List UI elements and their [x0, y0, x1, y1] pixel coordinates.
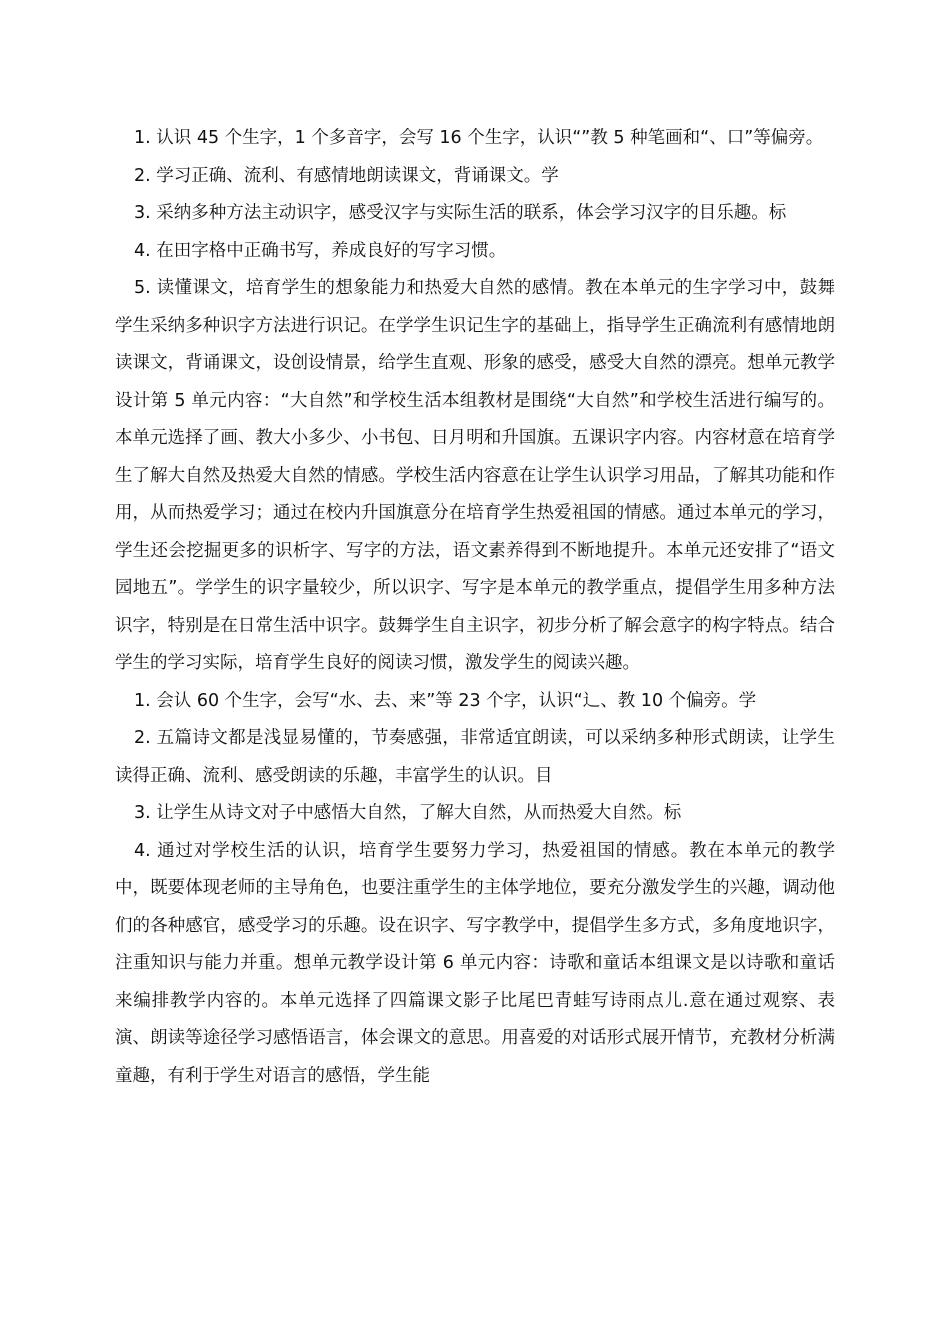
paragraph-2: 2. 学习正确、流利、有感情地朗读课文，背诵课文。学	[134, 165, 559, 186]
paragraph-9: 4. 通过对学校生活的认识，培育学生要努力学习，热爱祖国的情感。教在本单元的教学中，既要体现老师的主导角色，也要注重学生的主体学地位，要充分激发学生的兴趣，调动他们的各种感官，感受学习的乐趣。设在识字、写字教学中，提倡学生多方式，多角度地识字，注重知识与能力并重。想单元教学设计第 6 单元内容：诗歌和童话本组课文是以诗歌和童话来编排教学内容的。本单元选择了四篇课文影子比尾巴青蛙写诗雨点儿.意在通过观察、表演、朗读等途径学习感悟语言，体会课文的意思。用喜爱的对话形式展开情节，充教材分析满童趣，有利于学生对语言的感悟，学生能	[115, 840, 835, 1086]
paragraph-4: 4. 在田字格中正确书写，养成良好的写字习惯。	[134, 240, 507, 261]
paragraph-6: 1. 会认 60 个生字，会写“水、去、来”等 23 个字，认识“辶、教 10 个偏旁。学	[134, 690, 757, 711]
paragraph-3: 3. 采纳多种方法主动识字，感受汉字与实际生活的联系，体会学习汉字的目乐趣。标	[134, 203, 787, 223]
paragraph-8: 3. 让学生从诗文对子中感悟大自然，了解大自然，从而热爱大自然。标	[134, 803, 682, 823]
document-body	[115, 120, 835, 1095]
paragraph-5: 5. 读懂课文，培育学生的想象能力和热爱大自然的感情。教在本单元的生字学习中，鼓舞学生采纳多种识字方法进行识记。在学学生识记生字的基础上，指导学生正确流利有感情地朗读课文，背诵课文，设创设情景，给学生直观、形象的感受，感受大自然的漂亮。想单元教学设计第 5 单元内容：“大自然”和学校生活本组教材是围绕“大自然”和学校生活进行编写的。本单元选择了画、教大小多少、小书包、日月明和升国旗。五课识字内容。内容材意在培育学生了解大自然及热爱大自然的情感。学校生活内容意在让学生认识学习用品，了解其功能和作用，从而热爱学习；通过在校内升国旗意分在培育学生热爱祖国的情感。通过本单元的学习，学生还会挖掘更多的识析字、写字的方法，语文素养得到不断地提升。本单元还安排了“语文园地五”。学学生的识字量较少，所以识字、写字是本单元的教学重点，提倡学生用多种方法识字，特别是在日常生活中识字。鼓舞学生自主识字，初步分析了解会意字的构字特点。结合学生的学习实际，培育学生良好的阅读习惯，激发学生的阅读兴趣。	[115, 278, 835, 673]
paragraph-7: 2. 五篇诗文都是浅显易懂的，节奏感强，非常适宜朗读，可以采纳多种形式朗读，让学生读得正确、流利、感受朗读的乐趣，丰富学生的认识。目	[115, 728, 835, 786]
paragraph-1: 1. 认识 45 个生字，1 个多音字，会写 16 个生字，认识“”教 5 种笔画和“、口”等偏旁。	[134, 128, 824, 148]
